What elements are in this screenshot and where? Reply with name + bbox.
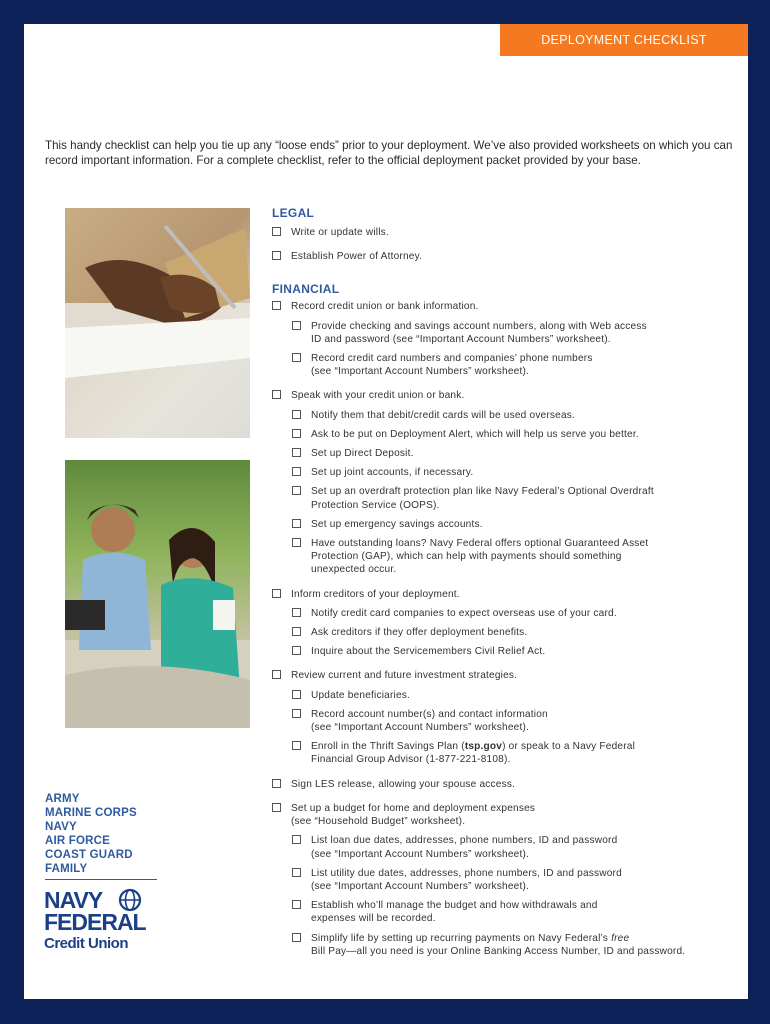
branch-army: ARMY [45,793,80,805]
checkbox[interactable] [272,779,281,788]
branch-air-force: AIR FORCE [45,835,111,847]
checklist-subitem: List utility due dates, addresses, phone numbers, ID and password (see “Important Account Numbers” worksheet). [292,867,742,893]
checklist-subitem: Record account number(s) and contact information (see “Important Account Numbers” worksheet). [292,708,742,734]
checkbox[interactable] [272,589,281,598]
checklist-subitem: Update beneficiaries. [292,689,742,702]
checkbox[interactable] [292,627,301,636]
checkbox[interactable] [292,868,301,877]
checklist-item: Set up a budget for home and deployment expenses (see “Household Budget” worksheet). [272,802,742,828]
checkbox[interactable] [292,486,301,495]
checkbox[interactable] [272,670,281,679]
checkbox[interactable] [292,353,301,362]
checkbox[interactable] [292,741,301,750]
checklist-subitem: Record credit card numbers and companies’ phone numbers (see “Important Account Numbers” worksheet). [292,352,742,378]
intro-text: This handy checklist can help you tie up any “loose ends” prior to your deployment. We’ve also provided worksheets on which you can record important information. For a complete checklist, refer to the official deployment packet provided by your base. [45,139,733,168]
checklist-subitem: Set up Direct Deposit. [292,447,742,460]
checkbox[interactable] [292,900,301,909]
checklist-subitem: Provide checking and savings account numbers, along with Web access ID and password (see “Important Account Numbers” worksheet). [292,320,742,346]
section-tab: DEPLOYMENT CHECKLIST [500,24,748,56]
checkbox[interactable] [292,410,301,419]
checklist-item: Review current and future investment strategies. [272,669,742,682]
checklist-subitem: Notify them that debit/credit cards will be used overseas. [292,409,742,422]
logo-line-federal: FEDERAL [44,909,146,935]
checklist-item: Write or update wills. [272,226,742,239]
checklist-subitem: Ask to be put on Deployment Alert, which will help us serve you better. [292,428,742,441]
checklist-subitem: Notify credit card companies to expect overseas use of your card. [292,607,742,620]
checklist-item: Record credit union or bank information. [272,300,742,313]
checklist-subitem: Simplify life by setting up recurring payments on Navy Federal’s free Bill Pay—all you need is your Online Banking Access Number, ID and password. [292,932,742,958]
document-page [24,24,748,999]
checkbox[interactable] [272,227,281,236]
checklist-subitem: Have outstanding loans? Navy Federal offers optional Guaranteed Asset Protection (GAP), which can help with payments should something unexpected occur. [292,537,742,577]
checklist-item: Inform creditors of your deployment. [272,588,742,601]
checkbox[interactable] [292,608,301,617]
checkbox[interactable] [292,448,301,457]
branch-marine-corps: MARINE CORPS [45,807,137,819]
checklist-subitem: List loan due dates, addresses, phone numbers, ID and password (see “Important Account Numbers” worksheet). [292,834,742,860]
checkbox[interactable] [292,646,301,655]
checklist-subitem: Enroll in the Thrift Savings Plan (tsp.gov) or speak to a Navy Federal Financial Group Advisor (1-877-221-8108). [292,740,742,766]
divider [45,879,157,880]
branch-coast-guard: COAST GUARD [45,849,133,861]
checklist-item: Establish Power of Attorney. [272,250,742,263]
checklist-subitem: Set up an overdraft protection plan like Navy Federal’s Optional Overdraft Protection Service (OOPS). [292,485,742,511]
logo-line-navy: NAVY [44,887,103,913]
branch-navy: NAVY [45,821,77,833]
checkbox[interactable] [292,933,301,942]
checklist [272,206,742,958]
checklist-subitem: Ask creditors if they offer deployment benefits. [292,626,742,639]
checklist-item: Sign LES release, allowing your spouse access. [272,778,742,791]
checklist-subitem: Set up emergency savings accounts. [292,518,742,531]
checkbox[interactable] [292,690,301,699]
checkbox[interactable] [292,835,301,844]
checkbox[interactable] [292,467,301,476]
checkbox[interactable] [292,538,301,547]
checklist-subitem: Inquire about the Servicemembers Civil Relief Act. [292,645,742,658]
checkbox[interactable] [292,709,301,718]
checkbox[interactable] [272,251,281,260]
globe-icon [120,890,140,910]
checklist-subitem: Set up joint accounts, if necessary. [292,466,742,479]
navy-federal-logo [44,886,184,956]
checkbox[interactable] [292,519,301,528]
branch-list [45,792,137,876]
legal-heading: LEGAL [272,206,315,220]
branch-family: FAMILY [45,863,88,875]
logo-line-credit-union: Credit Union [44,935,128,952]
tsp-link[interactable]: tsp.gov [464,741,503,753]
checkbox[interactable] [292,321,301,330]
checklist-item: Speak with your credit union or bank. [272,389,742,402]
checkbox[interactable] [272,301,281,310]
couple-photo [65,460,250,728]
financial-heading: FINANCIAL [272,282,340,297]
signing-document-photo [65,208,250,438]
checkbox[interactable] [272,390,281,399]
checkbox[interactable] [272,803,281,812]
checklist-subitem: Establish who’ll manage the budget and how withdrawals and expenses will be recorded. [292,899,742,925]
checkbox[interactable] [292,429,301,438]
